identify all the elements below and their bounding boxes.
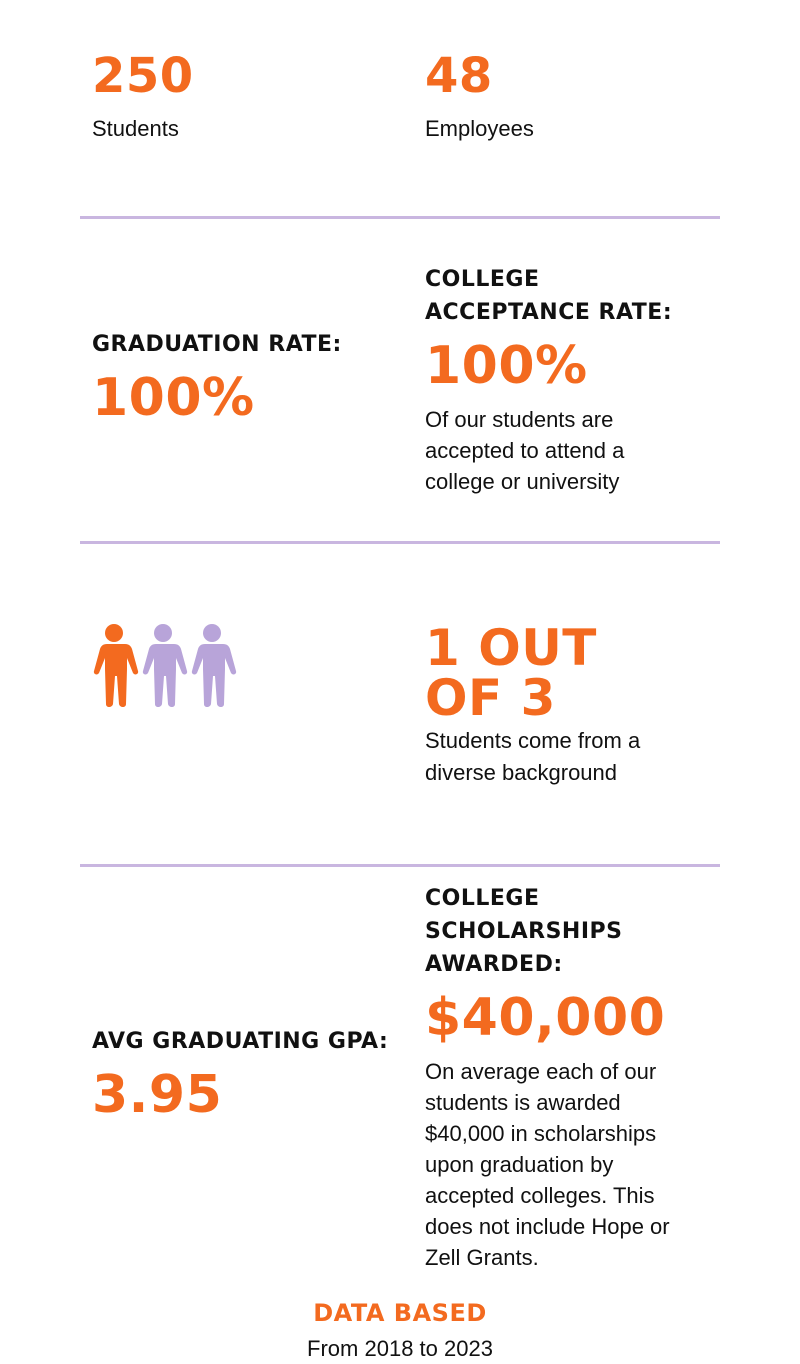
person-icon <box>143 624 187 707</box>
acceptance-desc-line1: Of our students are <box>425 407 614 432</box>
acceptance-rate-value: 100% <box>425 336 588 396</box>
divider-1 <box>80 216 720 219</box>
scholarships-desc-line: upon graduation by <box>425 1152 614 1177</box>
scholarships-label-line1: COLLEGE <box>425 886 540 911</box>
acceptance-desc-line3: college or university <box>425 469 620 494</box>
employees-label: Employees <box>425 116 534 141</box>
acceptance-label-line2: ACCEPTANCE RATE: <box>425 300 673 325</box>
graduation-rate-value: 100% <box>92 368 255 428</box>
diversity-desc-line1: Students come from a <box>425 728 641 753</box>
scholarships-value: $40,000 <box>425 988 666 1048</box>
scholarships-desc-line: students is awarded <box>425 1090 621 1115</box>
diversity-value-line2: OF 3 <box>425 669 556 727</box>
diversity-value-line1: 1 OUT <box>425 619 597 677</box>
scholarships-desc-line: accepted colleges. This <box>425 1183 655 1208</box>
divider-2 <box>80 541 720 544</box>
scholarships-description <box>425 1056 725 1273</box>
footer-title: DATA BASED <box>313 1299 487 1327</box>
students-count: 250 <box>92 48 194 104</box>
scholarships-desc-line: $40,000 in scholarships <box>425 1121 657 1146</box>
acceptance-desc-line2: accepted to attend a <box>425 438 625 463</box>
people-figures-icon <box>90 622 240 712</box>
scholarships-desc-line: Zell Grants. <box>425 1245 539 1270</box>
employees-count: 48 <box>425 48 493 104</box>
graduation-rate-label: GRADUATION RATE: <box>92 332 342 357</box>
scholarships-desc-line: does not include Hope or <box>425 1214 670 1239</box>
acceptance-label-line1: COLLEGE <box>425 267 540 292</box>
scholarships-label-line3: AWARDED: <box>425 952 563 977</box>
diversity-desc-line2: diverse background <box>425 760 618 785</box>
scholarships-desc-line: On average each of our <box>425 1059 657 1084</box>
footer-subtitle: From 2018 to 2023 <box>307 1336 493 1361</box>
scholarships-label-line2: SCHOLARSHIPS <box>425 919 623 944</box>
person-icon <box>192 624 236 707</box>
students-label: Students <box>92 116 179 141</box>
divider-3 <box>80 864 720 867</box>
gpa-label: AVG GRADUATING GPA: <box>92 1029 389 1054</box>
person-icon-highlighted <box>94 624 138 707</box>
gpa-value: 3.95 <box>92 1065 223 1125</box>
